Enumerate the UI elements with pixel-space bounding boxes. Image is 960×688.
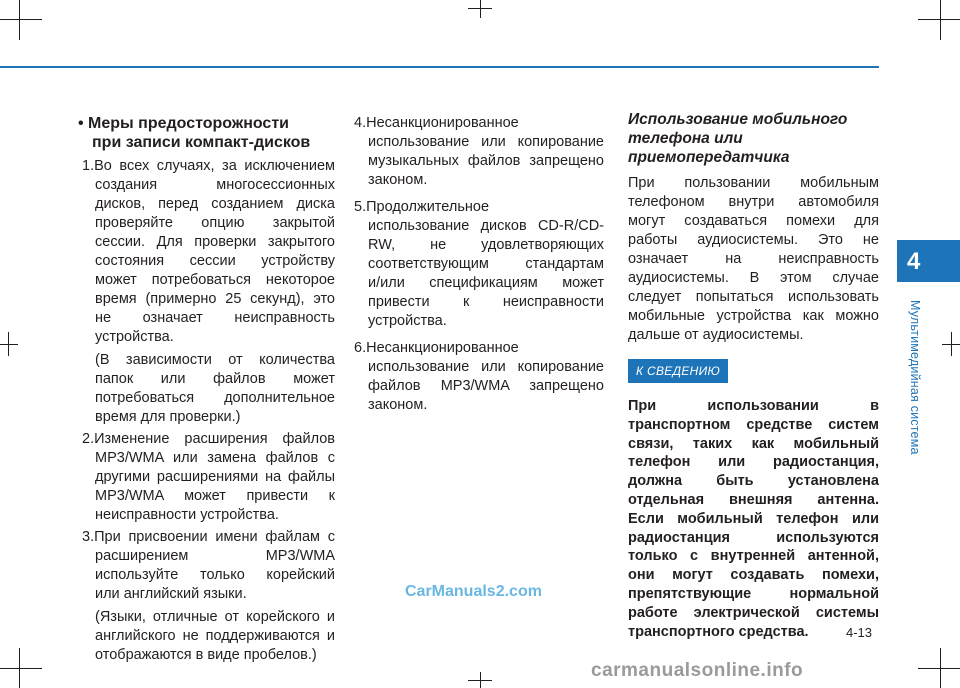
footer-site-link[interactable]: carmanualsonline.info <box>591 660 804 681</box>
column-1 <box>78 114 335 665</box>
list-item: 1.Во всех случаях, за исключением создания многосессионных дисков, перед созданием диска проверяйте опцию закрытой сессии. Для проверки закрытого состояния сессии устройству может потребоваться некоторое время (примерно 25 секунд), это не означает неисправность устройства. (В зависимости от количества папок или файлов может потребоваться дополнительное время для проверки.) <box>82 158 335 425</box>
crop-mark <box>480 672 481 688</box>
notice-text: При использовании в транспортном средстве систем связи, таких как мобильный телефон или радиостанция, должна быть установлена отдельная внешняя антенна. Если мобильный телефон или радиостанция используются только с внутренней антенной, они могут создавать помехи, препятствующие нормальной работе электрической системы транспортного средства. <box>628 398 879 640</box>
crop-mark <box>8 332 9 356</box>
crop-mark <box>0 668 42 669</box>
column-2 <box>354 114 604 415</box>
page-number: 4-13 <box>846 625 873 640</box>
crop-mark <box>19 0 20 40</box>
crop-mark <box>940 0 941 40</box>
crop-mark <box>918 19 960 20</box>
list-item: 6.Несанкционированное использование или копирование файлов MP3/WMA запрещено законом. <box>354 340 604 413</box>
crop-mark <box>0 344 18 345</box>
paragraph: При пользовании мобильным телефоном внутри автомобиля могут создаваться помехи для работы аудиосистемы. Это не означает на неисправность аудиосистемы. В этом случае следует попытаться использовать мобильные устройства как можно дальше от аудиосистемы. <box>628 175 879 343</box>
watermark-link[interactable]: CarManuals2.com <box>405 583 542 600</box>
list-item: 4.Несанкционированное использование или копирование музыкальных файлов запрещено законом. <box>354 115 604 188</box>
chapter-number: 4 <box>907 248 921 275</box>
crop-mark <box>951 332 952 356</box>
list-item: 3.При присвоении имени файлам с расширением MP3/WMA используйте только корейский или английский языки. (Языки, отличные от корейского и английского не поддерживаются и отображаются в виде пробелов.) <box>82 529 335 663</box>
crop-mark <box>480 0 481 18</box>
section-heading: Использование мобильного телефона или приемопередатчика <box>628 111 848 166</box>
notice-label: К СВЕДЕНИЮ <box>628 359 728 383</box>
crop-mark <box>0 19 42 20</box>
header-rule <box>0 66 879 68</box>
list-item: 2.Изменение расширения файлов MP3/WMA или замена файлов с другими расширениями на файлы MP3/WMA может привести к неисправности устройства. <box>82 431 335 523</box>
crop-mark <box>940 648 941 688</box>
section-heading: • Меры предосторожности при записи компакт-дисков <box>78 115 311 151</box>
list-item: 5.Продолжительное использование дисков CD-R/CD- RW, не удовлетворяющих соответствующим стандартам и/или спецификациям может привести к неисправности устройства. <box>354 199 604 329</box>
section-title-vertical <box>908 300 926 455</box>
chapter-tab <box>897 240 960 282</box>
crop-mark <box>918 668 960 669</box>
column-3 <box>628 110 879 641</box>
section-title: Мультимедийная система <box>908 300 922 455</box>
crop-mark <box>19 648 20 688</box>
